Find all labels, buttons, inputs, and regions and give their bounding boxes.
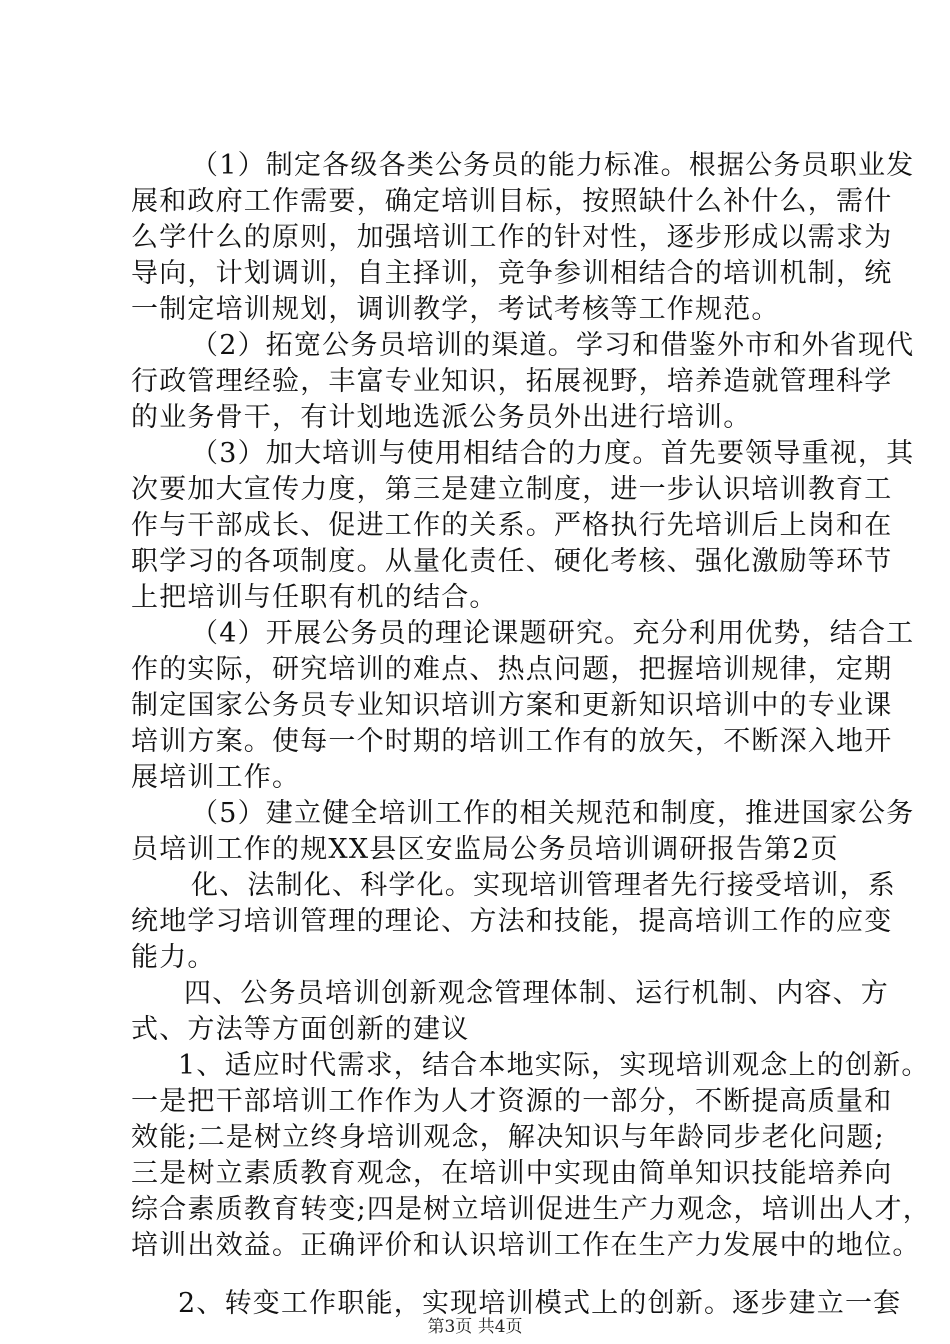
text-line: （2）拓宽公务员培训的渠道。学习和借鉴外市和外省现代 — [191, 330, 915, 361]
text-line: （4）开展公务员的理论课题研究。充分利用优势，结合工 — [191, 618, 915, 649]
text-line: 培训方案。使每一个时期的培训工作有的放矢，不断深入地开 — [131, 726, 893, 757]
text-line: （5）建立健全培训工作的相关规范和制度，推进国家公务 — [191, 798, 915, 829]
text-line: 行政管理经验，丰富专业知识，拓展视野，培养造就管理科学 — [131, 366, 893, 397]
text-line: 作的实际，研究培训的难点、热点问题，把握培训规律，定期 — [131, 654, 893, 685]
text-line: 么学什么的原则，加强培训工作的针对性，逐步形成以需求为 — [131, 222, 893, 253]
text-line: 一制定培训规划，调训教学，考试考核等工作规范。 — [131, 294, 780, 325]
section-heading: 四、公务员培训创新观念管理体制、运行机制、内容、方 — [184, 978, 889, 1009]
text-line: 1、适应时代需求，结合本地实际，实现培训观念上的创新。 — [178, 1050, 930, 1081]
text-line: 作与干部成长、促进工作的关系。严格执行先培训后上岗和在 — [131, 510, 893, 541]
text-line: 展培训工作。 — [131, 762, 301, 793]
text-line: 效能;二是树立终身培训观念，解决知识与年龄同步老化问题; — [131, 1122, 885, 1153]
text-line: 化、法制化、科学化。实现培训管理者先行接受培训，系 — [191, 870, 896, 901]
text-line: 能力。 — [131, 942, 216, 973]
text-line: 职学习的各项制度。从量化责任、硬化考核、强化激励等环节 — [131, 546, 893, 577]
text-line: 综合素质教育转变;四是树立培训促进生产力观念，培训出人才， — [131, 1194, 931, 1225]
text-line: 2、转变工作职能，实现培训模式上的创新。逐步建立一套 — [178, 1288, 902, 1319]
text-line: 的业务骨干，有计划地选派公务员外出进行培训。 — [131, 402, 752, 433]
text-line: 上把培训与任职有机的结合。 — [131, 582, 498, 613]
text-line: 一是把干部培训工作作为人才资源的一部分，不断提高质量和 — [131, 1086, 893, 1117]
text-line: 导向，计划调训，自主择训，竞争参训相结合的培训机制，统 — [131, 258, 893, 289]
text-line: （3）加大培训与使用相结合的力度。首先要领导重视，其 — [191, 438, 915, 469]
text-line: 统地学习培训管理的理论、方法和技能，提高培训工作的应变 — [131, 906, 893, 937]
page-number-footer: 第3页 共4页 — [427, 1317, 523, 1337]
text-line: 展和政府工作需要，确定培训目标，按照缺什么补什么，需什 — [131, 186, 893, 217]
section-heading: 式、方法等方面创新的建议 — [131, 1014, 470, 1045]
text-line: 培训出效益。正确评价和认识培训工作在生产力发展中的地位。 — [131, 1230, 921, 1261]
text-line: 次要加大宣传力度，第三是建立制度，进一步认识培训教育工 — [131, 474, 893, 505]
text-line: （1）制定各级各类公务员的能力标准。根据公务员职业发 — [191, 150, 915, 181]
text-line: 员培训工作的规XX县区安监局公务员培训调研报告第2页 — [131, 834, 839, 865]
text-line: 制定国家公务员专业知识培训方案和更新知识培训中的专业课 — [131, 690, 893, 721]
text-line: 三是树立素质教育观念，在培训中实现由简单知识技能培养向 — [131, 1158, 893, 1189]
